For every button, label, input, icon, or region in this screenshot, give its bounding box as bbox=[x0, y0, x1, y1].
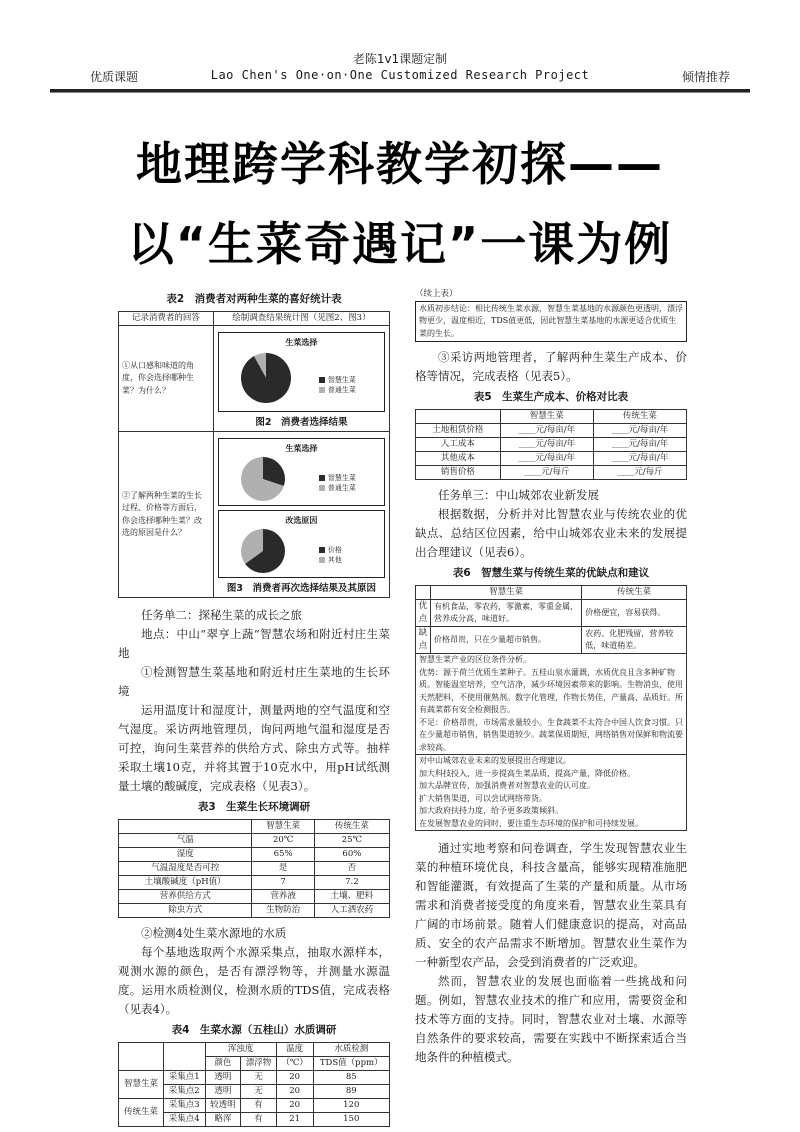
table-row: 智慧生菜 采集点1 透明 无 20 85 bbox=[119, 1071, 390, 1085]
task2-heading: 任务单二：探秘生菜的成长之旅 bbox=[141, 608, 302, 622]
task2-step2: ②检测4处生菜水源地的水质 bbox=[141, 926, 287, 940]
table2 bbox=[118, 311, 390, 598]
table-row: 湿度 65% 60% bbox=[119, 848, 390, 862]
table-row: 其他成本 ____元/每亩/年 ____元/每亩/年 bbox=[416, 452, 687, 466]
table4-caption: 表4 生菜水源（五桂山）水质调研 bbox=[171, 1024, 337, 1036]
table2-question-1: ①从口感和味道的角度，你会选择哪种生菜？为什么？ bbox=[119, 326, 214, 432]
title-line-2: 以“生菜奇遇记”一课为例 bbox=[127, 217, 673, 271]
right-column bbox=[415, 288, 687, 1067]
table-row: 土地租赁价格 ____元/每亩/年 ____元/每亩/年 bbox=[416, 424, 687, 438]
task2-location: 地点：中山“翠亨上蔬”智慧农场和附近村庄生菜地 bbox=[118, 627, 390, 660]
table-row: 除虫方式 生物防治 人工洒农药 bbox=[119, 904, 390, 918]
water-conclusion: 水质初步结论：相比传统生菜水源，智慧生菜基地的水源颜色更透明，漂浮物更少，温度相近，TDS值更低，因此智慧生菜基地的水源更适合优质生菜的生长。 bbox=[415, 301, 687, 343]
page-header bbox=[50, 50, 750, 96]
table-row: 采集点4 略浑 有 21 150 bbox=[119, 1113, 390, 1127]
table-row: 销售价格 ____元/每斤 ____元/每斤 bbox=[416, 466, 687, 480]
fig3-caption: 图3 消费者再次选择结果及其原因 bbox=[226, 583, 376, 594]
table2-header: 记录消费者的回答 bbox=[119, 312, 214, 326]
task2-para1: 运用温度计和湿度计，测量两地的空气温度和空气湿度。采访两地管理员，询问两地气温和湿度是否可控，询问生菜营养的供给方式、除虫方式等。抽样采取土壤10克，并将其置于10克水中，用pH试纸测量土壤的酸碱度，完成表格（见表3）。 bbox=[118, 703, 390, 793]
pie-chart-fig2: 生菜选择 智慧生菜 普通生菜 bbox=[218, 332, 385, 412]
pie-chart-fig3-choice: 生菜选择 智慧生菜 普通生菜 bbox=[218, 438, 385, 506]
summary-para-1: 通过实地考察和问卷调查，学生发现智慧农业生菜的种植环境优良，科技含量高，能够实现精准施肥和智能灌溉，有效提高了生菜的产量和质量。从市场需求和消费者接受度的角度来看，智慧农业生菜具有广阔的市场前景。随着人们健康意识的提高，对高品质、安全的农产品需求不断增加。智慧农业生菜作为一种新型农产品，会受到消费者的广泛欢迎。 bbox=[415, 841, 687, 969]
task3-para: 根据数据，分析并对比智慧农业与传统农业的优缺点、总结区位因素，给中山城郊农业未来的发展提出合理建议（见表6）。 bbox=[415, 507, 687, 559]
table2-header: 绘制调查结果统计图（见图2、图3） bbox=[213, 312, 389, 326]
task2-step1: ①检测智慧生菜基地和附近村庄生菜地的生长环境 bbox=[118, 665, 390, 698]
table-row: 缺点 价格昂贵，只在少量超市销售。 农药、化肥残留，营养较低，味道稍差。 bbox=[416, 627, 687, 654]
step3: ③采访两地管理者，了解两种生菜生产成本、价格等情况，完成表格（见表5）。 bbox=[415, 350, 687, 383]
table2-caption: 表2 消费者对两种生菜的喜好统计表 bbox=[166, 293, 342, 305]
header-rule bbox=[50, 89, 750, 93]
table-row: 气温 20℃ 25℃ bbox=[119, 834, 390, 848]
header-center: Lao Chen's One·on·One Customized Research Project bbox=[210, 68, 590, 82]
left-column bbox=[118, 288, 390, 1127]
table4: 浑浊度 温度 水质检测 颜色 漂浮物 （℃） TDS值（ppm） 智慧生菜 采集点1 透明 无 20 85 采集点2 透明 无 20 89 传统生菜 采集点3 较透明 有 20 120 采集点4 略浑 有 21 150 bbox=[118, 1042, 390, 1127]
table-row: 气温湿度是否可控 是 否 bbox=[119, 862, 390, 876]
fig2-caption: 图2 消费者选择结果 bbox=[255, 417, 348, 428]
table3: 智慧生菜 传统生菜 气温 20℃ 25℃ 湿度 65% 60% 气温湿度是否可控 是 否 土壤酸碱度（pH值） 7 7.2 营养供给方式 营养液 土壤、肥料 除虫方式 生物防治 人工洒农药 bbox=[118, 819, 390, 918]
task3-heading: 任务单三：中山城郊农业新发展 bbox=[438, 488, 599, 502]
header-left: 优质课题 bbox=[90, 70, 139, 84]
summary-para-2: 然而，智慧农业的发展也面临着一些挑战和问题。例如，智慧农业技术的推广和应用，需要资金和技术等方面的支持。同时，智慧农业对土壤、水源等自然条件的要求较高，需要在实践中不断探索适合当地条件的种植模式。 bbox=[415, 974, 687, 1064]
table-row: 土壤酸碱度（pH值） 7 7.2 bbox=[119, 876, 390, 890]
continued-label: （续上表） bbox=[415, 289, 458, 299]
table-row: 营养供给方式 营养液 土壤、肥料 bbox=[119, 890, 390, 904]
header-top-text: 老陈1v1课题定制 bbox=[352, 52, 448, 66]
header-right: 倾情推荐 bbox=[681, 70, 730, 84]
table6: 智慧生菜 传统生菜 优点 有机食品，零农药，零激素，零重金属，营养成分高，味道好。 价格便宜，容易获得。 缺点 价格昂贵，只在少量超市销售。 农药、化肥残留，营养较低，味道稍差。 智慧生菜产业的区位条件分析。 优势：源于荷兰优质生菜种子。五桂山泉水灌溉，水质优良且含多种矿物质。智能温室培养，空气洁净，减少环境因素带来的影响。生物消虫，使用天然肥料，不使用催熟剂。数字化管理，作物长势佳，产量高，品质好。所有蔬菜都有安全检测报告。 不足：价格昂贵，市场需求量较小。生食蔬菜不太符合中国人饮食习惯。只在少量超市销售，销售渠道较少。蔬菜保质期短，网络销售对保鲜和物流要求较高。 对中山城郊农业未来的发展提出合理建议。 加大科技投入，进一步提高生菜品质，提高产量，降低价格。 加大品牌宣传，加强消费者对智慧农业的认可度。 扩大销售渠道，可以尝试网络带货。 加大政府扶持力度，给予更多政策倾斜。 在发展智慧农业的同时，要注重生态环境的保护和可持续发展。 bbox=[415, 585, 687, 831]
table5-caption: 表5 生菜生产成本、价格对比表 bbox=[473, 391, 629, 403]
table2-question-2: ②了解两种生菜的生长过程、价格等方面后，你会选择哪种生菜？改选的原因是什么？ bbox=[119, 432, 214, 598]
table-row: 人工成本 ____元/每亩/年 ____元/每亩/年 bbox=[416, 438, 687, 452]
table-row: 采集点2 透明 无 20 89 bbox=[119, 1085, 390, 1099]
task2-para2: 每个基地选取两个水源采集点，抽取水源样本，观测水源的颜色，是否有漂浮物等，并测量水源温度。运用水质检测仪，检测水质的TDS值，完成表格（见表4）。 bbox=[118, 945, 390, 1016]
table-row: 传统生菜 采集点3 较透明 有 20 120 bbox=[119, 1099, 390, 1113]
table6-caption: 表6 智慧生菜与传统生菜的优缺点和建议 bbox=[452, 567, 650, 579]
title-line-1: 地理跨学科教学初探—— bbox=[136, 137, 664, 191]
table5: 智慧生菜 传统生菜 土地租赁价格 ____元/每亩/年 ____元/每亩/年 人工成本 ____元/每亩/年 ____元/每亩/年 其他成本 ____元/每亩/年 ____元/每亩/年 销售价格 ____元/每斤 ____元/每斤 bbox=[415, 409, 687, 480]
pie-chart-fig3-reason: 改选原因 价格 其他 bbox=[218, 510, 385, 578]
table-row: 优点 有机食品，零农药，零激素，零重金属，营养成分高，味道好。 价格便宜，容易获得。 bbox=[416, 600, 687, 627]
table3-caption: 表3 生菜生长环境调研 bbox=[197, 801, 311, 813]
